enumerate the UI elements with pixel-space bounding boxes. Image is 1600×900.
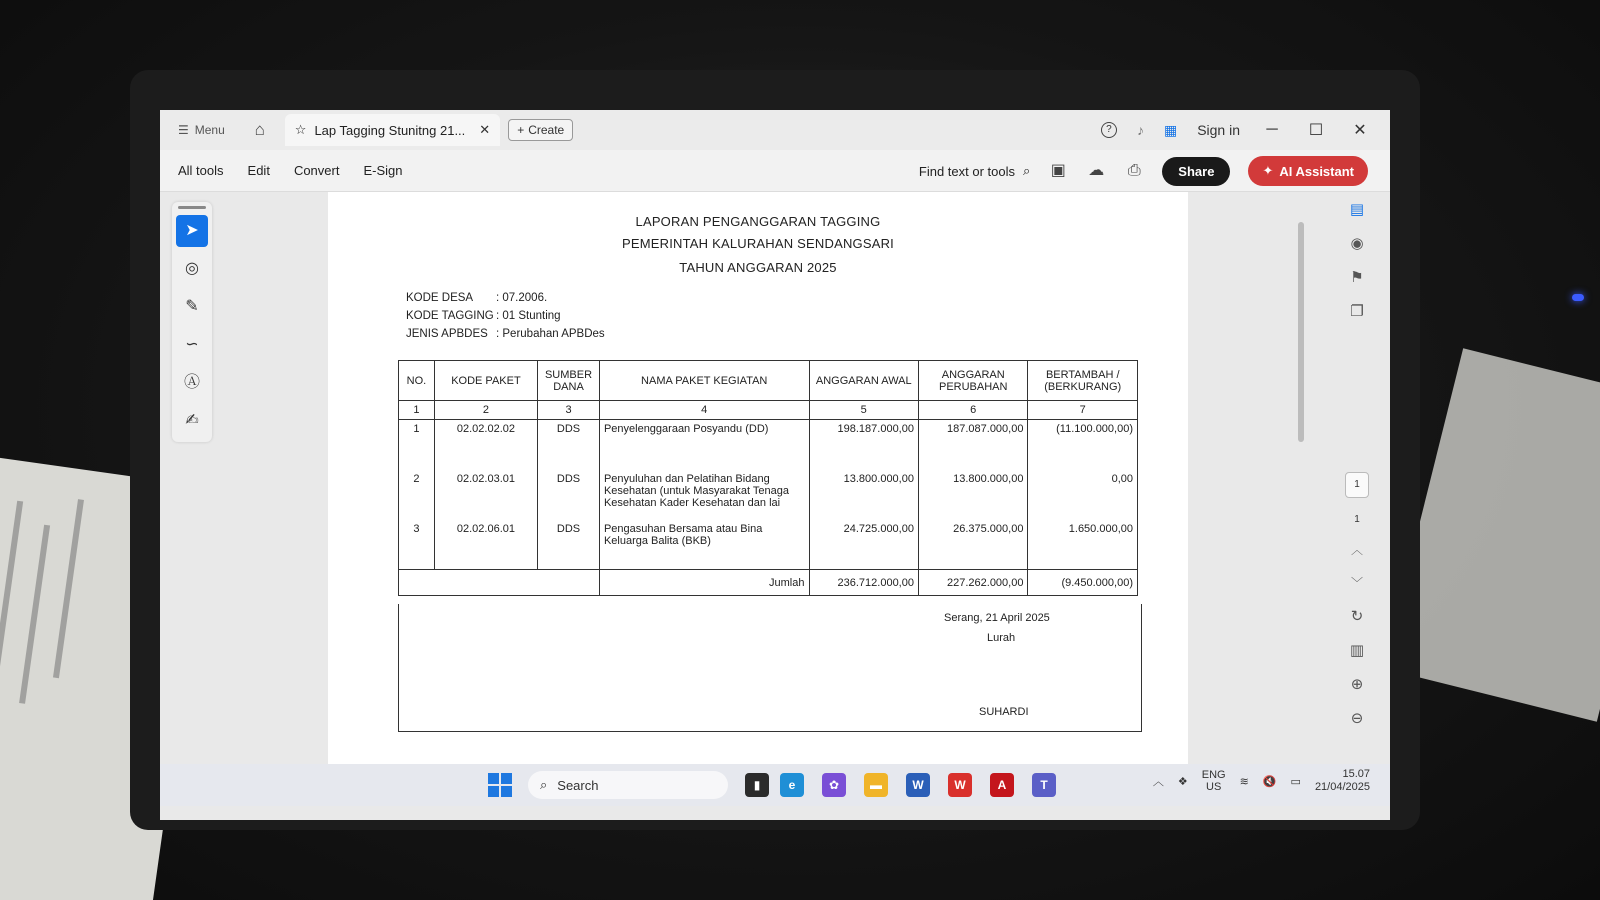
home-icon[interactable]: ⌂ [254, 120, 265, 139]
wifi-icon[interactable]: ≋ [1239, 775, 1249, 788]
total-blank [399, 570, 600, 596]
ai-assistant-button[interactable] [1248, 156, 1368, 186]
find-label: Find text or tools [918, 163, 1016, 179]
apps-grid-icon[interactable]: ▦ [1163, 121, 1178, 138]
cell-perubahan: 187.087.000,00 [918, 420, 1027, 470]
col-number: 3 [538, 401, 600, 420]
dropbox-icon[interactable]: ❖ [1177, 775, 1188, 788]
col-number: 2 [434, 401, 537, 420]
menu-esign[interactable]: E-Sign [363, 163, 403, 178]
wps-icon[interactable]: W [948, 773, 972, 797]
menu-button[interactable] [178, 123, 225, 137]
sign-in-link[interactable]: Sign in [1197, 122, 1240, 138]
edit-pdf-icon[interactable]: ▤ [1349, 201, 1365, 218]
system-tray [1153, 768, 1370, 794]
col-number: 7 [1028, 401, 1138, 420]
meta-key: KODE DESA [406, 292, 474, 304]
cell-no: 3 [399, 520, 435, 570]
acrobat-icon[interactable]: A [990, 773, 1014, 797]
cell-awal: 24.725.000,00 [809, 520, 918, 570]
help-icon[interactable]: ? [1101, 122, 1117, 138]
budget-table [398, 360, 1138, 596]
doc-title-3: TAHUN ANGGARAN 2025 [679, 260, 837, 275]
meta-kode-tagging [406, 310, 561, 322]
close-window-icon[interactable]: ✕ [1353, 122, 1367, 139]
task-view-icon[interactable]: ▮ [745, 773, 769, 797]
zoom-in-icon[interactable]: ⊕ [1350, 676, 1364, 693]
print-icon[interactable]: ⎙ [1127, 162, 1141, 179]
meta-key: KODE TAGGING [406, 310, 494, 322]
select-cursor-icon[interactable]: ➤ [176, 215, 208, 247]
header-no: NO. [399, 361, 435, 401]
total-label: Jumlah [599, 570, 809, 596]
ai-chat-icon: ✦ [1262, 163, 1274, 178]
menu-all-tools[interactable]: All tools [178, 163, 224, 178]
minimize-icon[interactable]: ─ [1266, 121, 1278, 138]
doc-title-2: PEMERINTAH KALURAHAN SENDANGSARI [622, 236, 894, 251]
acrobat-window [160, 110, 1390, 820]
create-label: Create [528, 123, 565, 137]
total-row [399, 570, 1138, 596]
star-icon[interactable]: ☆ [294, 122, 307, 137]
col-number: 6 [918, 401, 1027, 420]
header-nama-paket: NAMA PAKET KEGIATAN [599, 361, 809, 401]
cell-nama: Pengasuhan Bersama atau Bina Keluarga Balita (BKB) [599, 520, 809, 570]
header-kode-paket: KODE PAKET [434, 361, 537, 401]
search-icon: ⌕ [1023, 163, 1031, 178]
document-tab[interactable] [285, 114, 500, 146]
teams-icon[interactable]: T [1032, 773, 1056, 797]
cell-no: 2 [399, 470, 435, 520]
cell-selisih: 1.650.000,00 [1028, 520, 1138, 570]
meta-jenis-apbdes [406, 328, 605, 340]
main-toolbar [160, 150, 1390, 192]
create-button[interactable] [508, 119, 573, 141]
header-sumber-dana: SUMBER DANA [538, 361, 600, 401]
edge-icon[interactable]: e [780, 773, 804, 797]
hamburger-icon: ☰ [178, 123, 189, 137]
meta-value: : Perubahan APBDes [496, 328, 605, 340]
doc-title-1: LAPORAN PENGANGGARAN TAGGING [635, 214, 881, 229]
header-bertambah: BERTAMBAH / (BERKURANG) [1028, 361, 1138, 401]
taskbar-search-label: Search [557, 777, 599, 793]
meta-value: : 01 Stunting [496, 310, 561, 322]
sign-icon[interactable]: ✍ [185, 412, 199, 429]
meta-kode-desa [406, 292, 547, 304]
clock-date: 21/04/2025 [1314, 781, 1370, 793]
search-icon: ⌕ [540, 777, 548, 792]
cell-kode: 02.02.06.01 [434, 520, 537, 570]
bell-icon[interactable]: ♪ [1136, 122, 1144, 138]
cell-perubahan: 26.375.000,00 [918, 520, 1027, 570]
comment-icon[interactable]: ◎ [185, 260, 199, 277]
ai-assistant-label: AI Assistant [1279, 163, 1354, 179]
quick-tools-rail [172, 202, 212, 442]
col-number: 5 [809, 401, 918, 420]
close-tab-icon[interactable]: ✕ [479, 122, 491, 137]
lang-code: ENG [1201, 769, 1226, 781]
menu-edit[interactable]: Edit [247, 163, 270, 178]
chevron-up-icon[interactable]: ︿ [1152, 776, 1164, 788]
region-code: US [1206, 781, 1222, 793]
cell-kode: 02.02.03.01 [434, 470, 537, 520]
rail-grip[interactable] [178, 206, 206, 209]
cell-nama: Penyuluhan dan Pelatihan Bidang Kesehatan (untuk Masyarakat Tenaga Kesehatan Kader Kesehatan dan lai [599, 470, 809, 520]
text-box-icon[interactable]: Ⓐ [183, 374, 200, 391]
clock[interactable] [1315, 768, 1370, 794]
cell-selisih: (11.100.000,00) [1028, 420, 1138, 470]
windows-taskbar [160, 764, 1390, 806]
word-icon[interactable]: W [906, 773, 930, 797]
page-fit-icon[interactable]: ▥ [1349, 642, 1365, 659]
draw-freehand-icon[interactable]: ∽ [185, 336, 199, 353]
cell-selisih: 0,00 [1028, 470, 1138, 520]
cell-sumber: DDS [538, 420, 600, 470]
bookmark-icon[interactable]: ⚑ [1350, 269, 1364, 286]
indicator-light [1572, 294, 1584, 301]
signature-block [398, 604, 1142, 732]
pages-icon[interactable]: ❐ [1350, 303, 1364, 320]
meta-key: JENIS APBDES [406, 328, 488, 340]
find-tools-box[interactable] [919, 163, 1030, 179]
upload-cloud-icon[interactable]: ☁ [1088, 162, 1105, 179]
column-number-row [399, 401, 1138, 420]
cell-kode: 02.02.02.02 [434, 420, 537, 470]
chevron-down-icon[interactable]: ﹀ [1350, 576, 1363, 590]
save-icon[interactable]: ▣ [1050, 162, 1066, 179]
cell-sumber: DDS [538, 520, 600, 570]
document-page [328, 192, 1188, 782]
place-date: Serang, 21 April 2025 [944, 612, 1050, 624]
title-bar [160, 110, 1390, 150]
cell-awal: 198.187.000,00 [809, 420, 918, 470]
cell-perubahan: 13.800.000,00 [918, 470, 1027, 520]
table-row [399, 470, 1138, 520]
windows-start-icon[interactable] [488, 773, 512, 797]
clock-time: 15.07 [1342, 768, 1370, 780]
chevron-up-icon[interactable]: ︿ [1350, 543, 1363, 557]
cell-sumber: DDS [538, 470, 600, 520]
position-title: Lurah [987, 632, 1016, 644]
col-number: 1 [399, 401, 435, 420]
page-number-field[interactable]: 1 [1345, 472, 1369, 498]
language-indicator[interactable] [1202, 769, 1226, 793]
table-header-row [399, 361, 1138, 401]
zoom-out-icon[interactable]: ⊖ [1350, 710, 1364, 727]
cell-no: 1 [399, 420, 435, 470]
cell-awal: 13.800.000,00 [809, 470, 918, 520]
signer-name: SUHARDI [979, 706, 1029, 718]
comment-bubble-icon[interactable]: ◉ [1350, 235, 1364, 252]
highlight-pen-icon[interactable]: ✎ [185, 298, 199, 315]
header-anggaran-perubahan: ANGGARAN PERUBAHAN [918, 361, 1027, 401]
battery-icon[interactable]: ▭ [1290, 775, 1301, 788]
total-selisih: (9.450.000,00) [1028, 570, 1138, 596]
table-row [399, 520, 1138, 570]
plus-icon: + [517, 123, 525, 137]
page-total: 1 [1354, 514, 1360, 525]
taskbar-search[interactable] [528, 771, 728, 799]
maximize-icon[interactable]: ☐ [1308, 122, 1324, 139]
rotate-icon[interactable]: ↻ [1350, 608, 1364, 625]
menu-label: Menu [194, 123, 225, 137]
col-number: 4 [599, 401, 809, 420]
total-awal: 236.712.000,00 [809, 570, 918, 596]
vertical-scrollbar[interactable] [1298, 222, 1304, 442]
header-anggaran-awal: ANGGARAN AWAL [809, 361, 918, 401]
right-tool-rail [1342, 200, 1372, 727]
menu-convert[interactable]: Convert [293, 163, 340, 178]
total-perubahan: 227.262.000,00 [918, 570, 1027, 596]
tab-title: Lap Tagging Stunitng 21... [314, 122, 466, 138]
table-row [399, 420, 1138, 470]
speaker-muted-icon[interactable]: 🔇 [1262, 775, 1277, 788]
copilot-icon[interactable]: ✿ [822, 773, 846, 797]
cell-nama: Penyelenggaraan Posyandu (DD) [599, 420, 809, 470]
file-explorer-icon[interactable]: ▬ [864, 773, 888, 797]
share-button[interactable]: Share [1162, 157, 1230, 186]
meta-value: : 07.2006. [496, 292, 548, 304]
